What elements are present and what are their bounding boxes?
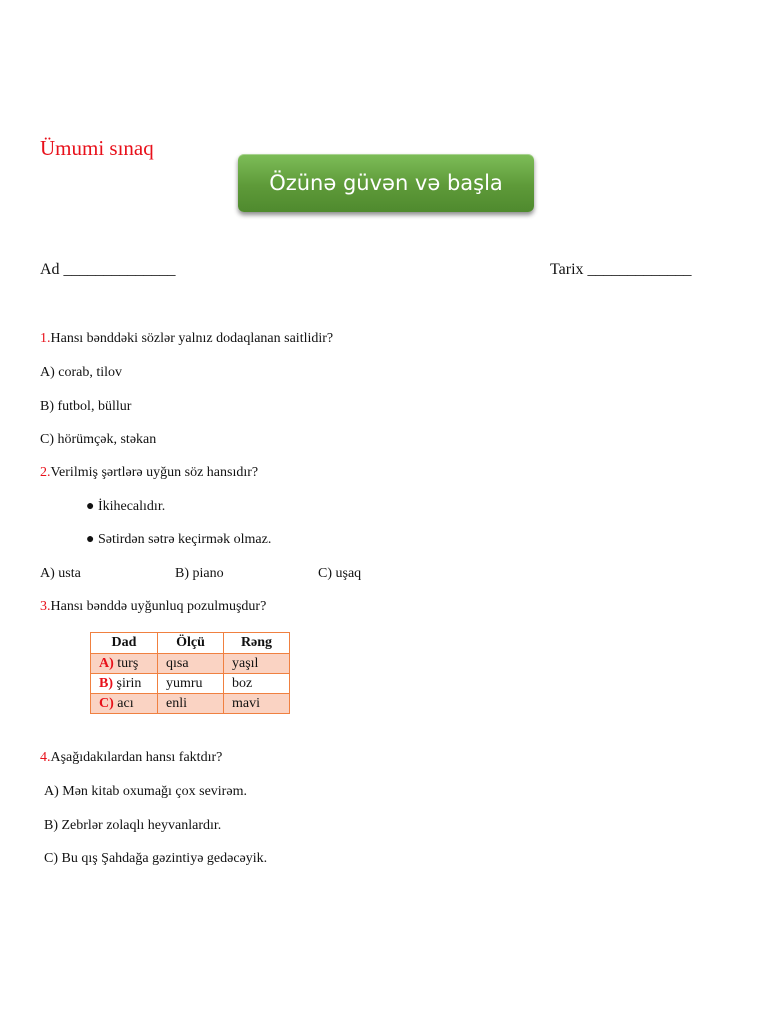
question-4-option-b: B) Zebrlər zolaqlı heyvanlardır. bbox=[44, 818, 222, 833]
question-1-option-b: B) futbol, büllur bbox=[40, 399, 132, 414]
question-2-option-c: C) uşaq bbox=[318, 566, 362, 581]
question-4 bbox=[40, 750, 222, 766]
name-field: Ad ______________ bbox=[40, 261, 176, 278]
question-2-option-a: A) usta bbox=[40, 566, 81, 581]
question-3 bbox=[40, 599, 266, 615]
table-row bbox=[91, 654, 290, 674]
table-header: Rəng bbox=[224, 633, 290, 654]
table-cell: enli bbox=[158, 694, 224, 714]
table-cell: yaşıl bbox=[224, 654, 290, 674]
cell-text: şirin bbox=[116, 675, 142, 691]
question-1-option-c: C) hörümçək, stəkan bbox=[40, 432, 157, 447]
question-2-condition-2: ● Sətirdən sətrə keçirmək olmaz. bbox=[86, 532, 272, 547]
table-cell: qısa bbox=[158, 654, 224, 674]
table-header: Ölçü bbox=[158, 633, 224, 654]
cell-text: acı bbox=[117, 695, 134, 711]
page-title: Ümumi sınaq bbox=[40, 136, 154, 160]
table-header: Dad bbox=[91, 633, 158, 654]
question-2-number: 2. bbox=[40, 465, 51, 480]
question-2 bbox=[40, 465, 258, 481]
question-1-number: 1. bbox=[40, 331, 51, 346]
question-3-text: Hansı bənddə uyğunluq pozulmuşdur? bbox=[50, 599, 267, 614]
table-cell: boz bbox=[224, 674, 290, 694]
question-4-option-a: A) Mən kitab oxumağı çox sevirəm. bbox=[44, 784, 247, 799]
row-letter: A) bbox=[99, 655, 114, 671]
question-2-text: Verilmiş şərtlərə uyğun söz hansıdır? bbox=[50, 465, 259, 480]
question-1 bbox=[40, 331, 333, 347]
row-letter: C) bbox=[99, 695, 114, 711]
question-2-condition-1: ● İkihecalıdır. bbox=[86, 499, 166, 514]
question-1-option-a: A) corab, tilov bbox=[40, 365, 123, 380]
question-4-number: 4. bbox=[40, 750, 51, 765]
row-letter: B) bbox=[99, 675, 113, 691]
table-cell: mavi bbox=[224, 694, 290, 714]
question-3-number: 3. bbox=[40, 599, 51, 614]
cell-text: turş bbox=[117, 655, 139, 671]
table-row bbox=[91, 694, 290, 714]
question-3-table bbox=[90, 632, 290, 714]
question-4-text: Aşağıdakılardan hansı faktdır? bbox=[50, 750, 223, 765]
table-cell bbox=[91, 694, 158, 714]
table-cell bbox=[91, 654, 158, 674]
table-header-row bbox=[91, 633, 290, 654]
table-cell: yumru bbox=[158, 674, 224, 694]
question-2-option-b: B) piano bbox=[175, 566, 224, 581]
question-1-text: Hansı bənddəki sözlər yalnız dodaqlanan saitlidir? bbox=[50, 331, 334, 346]
table-row bbox=[91, 674, 290, 694]
table-cell bbox=[91, 674, 158, 694]
date-field: Tarix _____________ bbox=[550, 261, 692, 278]
question-4-option-c: C) Bu qış Şahdağa gəzintiyə gedəcəyik. bbox=[44, 851, 268, 866]
motivation-banner: Özünə güvən və başla bbox=[238, 154, 534, 212]
